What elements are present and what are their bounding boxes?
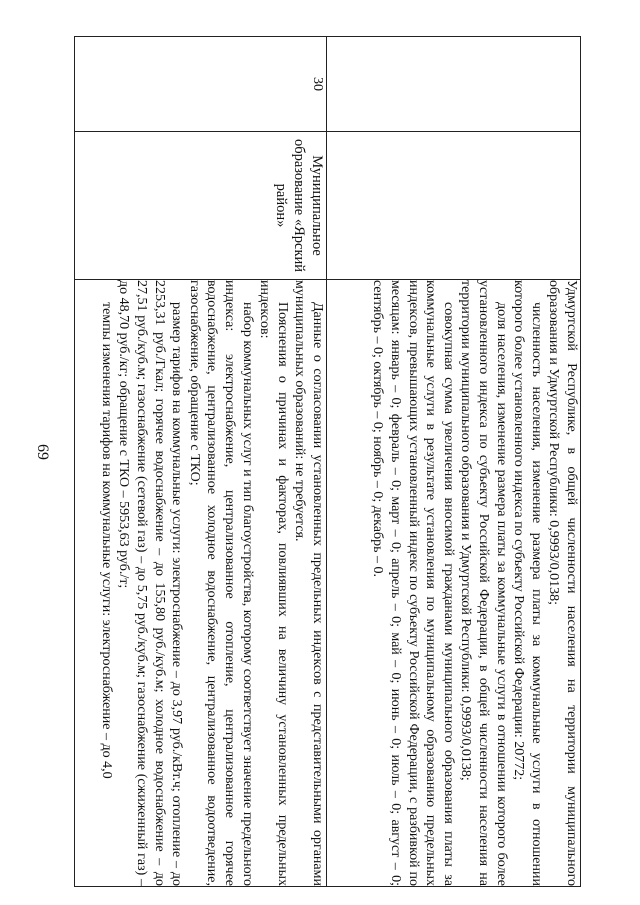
paragraph: набор коммунальных услуг и тип благоустройства, которому соответствует значение предельного индекса: электроснабжение, централизованное отопление, централизованное горячее водоснабжение, централизованное холодное водоснабжение, централизованное водоотведение, газоснабжение, обращение с ТКО; [186, 280, 255, 886]
municipality-name-cell: Муниципальное образование «Ярский район» [75, 132, 327, 280]
row-number-cell [327, 37, 581, 132]
details-cell [327, 280, 581, 887]
table-row [327, 37, 581, 887]
paragraph: темпы изменения тарифов на коммунальные услуги: электроснабжение – до 4,0 [98, 302, 114, 779]
paragraph: доля населения, изменение размера платы за коммунальные услуги в отношении которого более установленного индекса по субъекту Российской Федерации, в общей численности населения на территории муниципального образования и Удмуртской Республики: 0,9993/0,0138; [458, 280, 509, 886]
municipality-name-cell [327, 132, 581, 280]
paragraph: численность населения, изменение размера платы за коммунальные услуги в отношении которого более установленного индекса по субъекту Российской Федерации: 20772; [511, 280, 544, 886]
data-table [74, 36, 581, 887]
table-row [75, 37, 327, 887]
details-cell [75, 280, 327, 887]
paragraph: Данные о согласовании установленных предельных индексов с представительными органами муниципальных образований: не требуется. [292, 280, 325, 886]
paragraph: размер тарифов на коммунальные услуги: электроснабжение – до 3,97 руб./кВт.ч; отопление – до 2253,31 руб./Гкал; горячее водоснабжение – до 155,80 руб./куб.м; холодное водоснабжение – до 27,51 руб./куб.м; газоснабжение (сетевой газ) – до 5,75 руб./куб.м; газоснабжение (сжиженный газ) – до 48,70 руб./кг; обращение с ТКО – 5953,63 руб./т; [116, 280, 185, 886]
row-number-cell: 30 [75, 37, 327, 132]
rotated-table-block [75, 36, 581, 886]
paragraph: совокупная сумма увеличения вносимой гражданами муниципального образования платы за коммунальные услуги в результате установления по муниципальному образованию предельных индексов, превышающих установленный индекс по субъекту Российской Федерации, с разбивкой по месяцам: январь – 0; февраль – 0; март – 0; апрель – 0; май – 0; июнь – 0; июль – 0; август – 0; сентябрь – 0; октябрь – 0; ноябрь – 0; декабрь – 0. [370, 280, 456, 886]
page-number: 69 [34, 444, 51, 460]
paragraph: Пояснения о причинах и факторах, повлиявших на величину установленных предельных индексов: [257, 280, 290, 886]
paragraph: Удмуртской Республике, в общей численности населения на территории муниципального образования и Удмуртской Республики: 0,9993/0,0138; [546, 280, 579, 886]
